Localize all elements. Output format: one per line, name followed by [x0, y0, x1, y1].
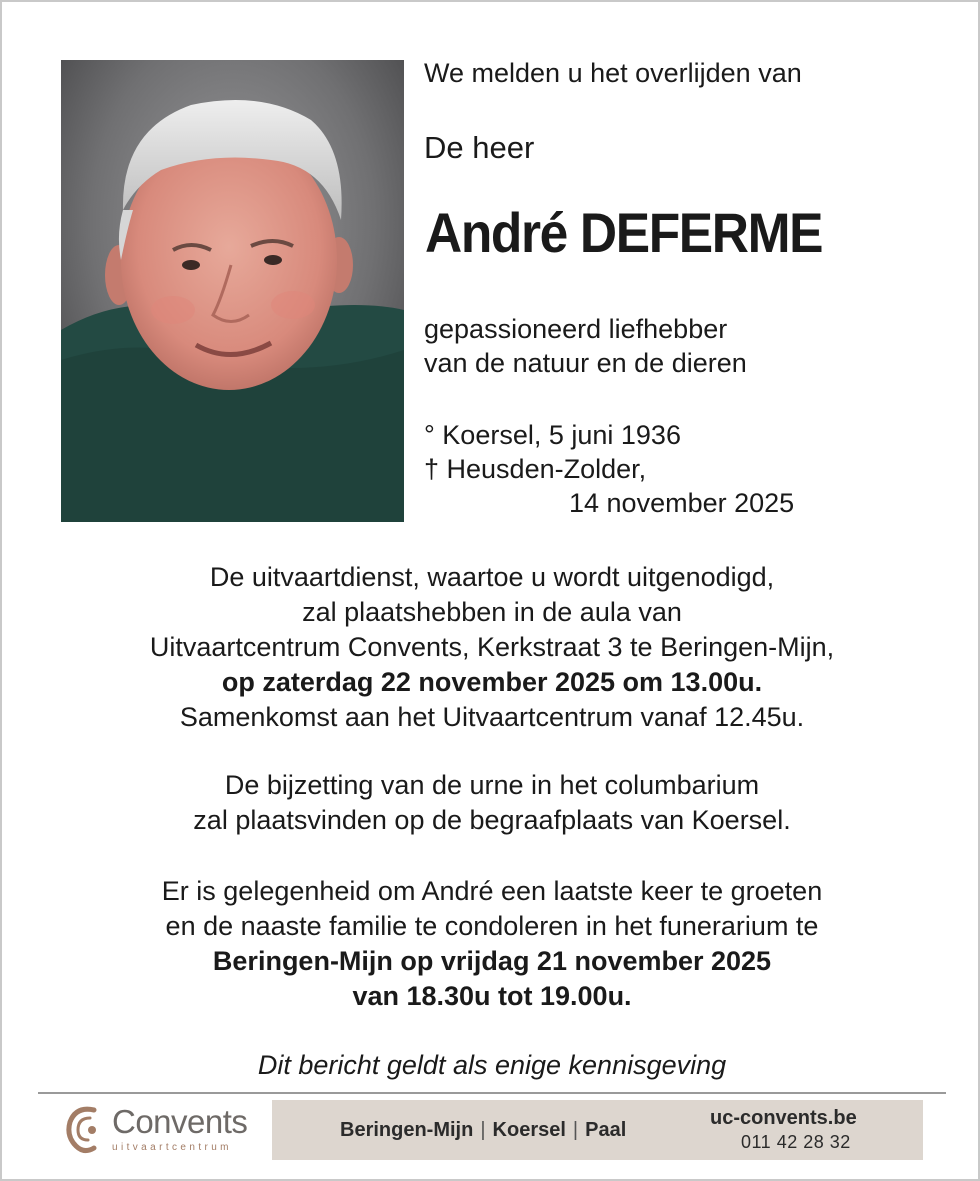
life-dates — [424, 418, 794, 520]
notice-text: Dit bericht geldt als enige kennisgeving — [257, 1050, 727, 1080]
visitation-time: van 18.30u tot 19.00u. — [352, 981, 632, 1011]
visitation-paragraph — [2, 874, 980, 1014]
urn-line: De bijzetting van de urne in het columbarium — [224, 770, 760, 800]
location-separator: | — [572, 1119, 579, 1141]
death-date: 14 november 2025 — [569, 488, 795, 518]
service-line: Uitvaartcentrum Convents, Kerkstraat 3 te Beringen-Mijn, — [149, 632, 835, 662]
portrait-illustration — [61, 60, 404, 522]
service-line: De uitvaartdienst, waartoe u wordt uitgenodigd, — [209, 562, 775, 592]
urn-line: zal plaatsvinden op de begraafplaats van Koersel. — [193, 805, 791, 835]
footer-divider — [38, 1092, 946, 1094]
phone-number: 011 42 28 32 — [741, 1132, 851, 1152]
tagline-line: van de natuur en de dieren — [424, 348, 747, 378]
visitation-line: en de naaste familie te condoleren in het funerarium te — [165, 911, 819, 941]
service-paragraph — [2, 560, 980, 735]
location-paal: Paal — [585, 1119, 627, 1141]
visitation-datetime: Beringen-Mijn op vrijdag 21 november 2025 — [212, 946, 772, 976]
visitation-line: Er is gelegenheid om André een laatste keer te groeten — [161, 876, 823, 906]
location-beringen-mijn: Beringen-Mijn — [340, 1119, 474, 1141]
service-line: zal plaatshebben in de aula van — [302, 597, 682, 627]
convents-logo-icon — [64, 1104, 104, 1156]
deceased-name: André DEFERME — [425, 201, 823, 264]
tagline-line: gepassioneerd liefhebber — [424, 314, 728, 344]
footer-locations — [340, 1119, 626, 1142]
tagline — [424, 312, 747, 380]
service-line: Samenkomst aan het Uitvaartcentrum vanaf 12.45u. — [179, 702, 805, 732]
logo-name: Convents — [112, 1103, 248, 1140]
location-separator: | — [480, 1119, 486, 1141]
convents-logo — [64, 1102, 264, 1158]
urn-paragraph — [2, 768, 980, 838]
website-text: uc-convents.be — [710, 1107, 857, 1129]
service-datetime: op zaterdag 22 november 2025 om 13.00u. — [221, 667, 763, 697]
footer-band — [272, 1100, 923, 1160]
logo-subtitle: uitvaartcentrum — [112, 1142, 232, 1153]
birth-date: ° Koersel, 5 juni 1936 — [424, 420, 681, 450]
death-place: † Heusden-Zolder, — [424, 454, 647, 484]
salutation: De heer — [424, 130, 535, 165]
portrait-photo — [61, 60, 404, 522]
location-koersel: Koersel — [492, 1119, 566, 1141]
announcement-intro: We melden u het overlijden van — [424, 58, 802, 88]
